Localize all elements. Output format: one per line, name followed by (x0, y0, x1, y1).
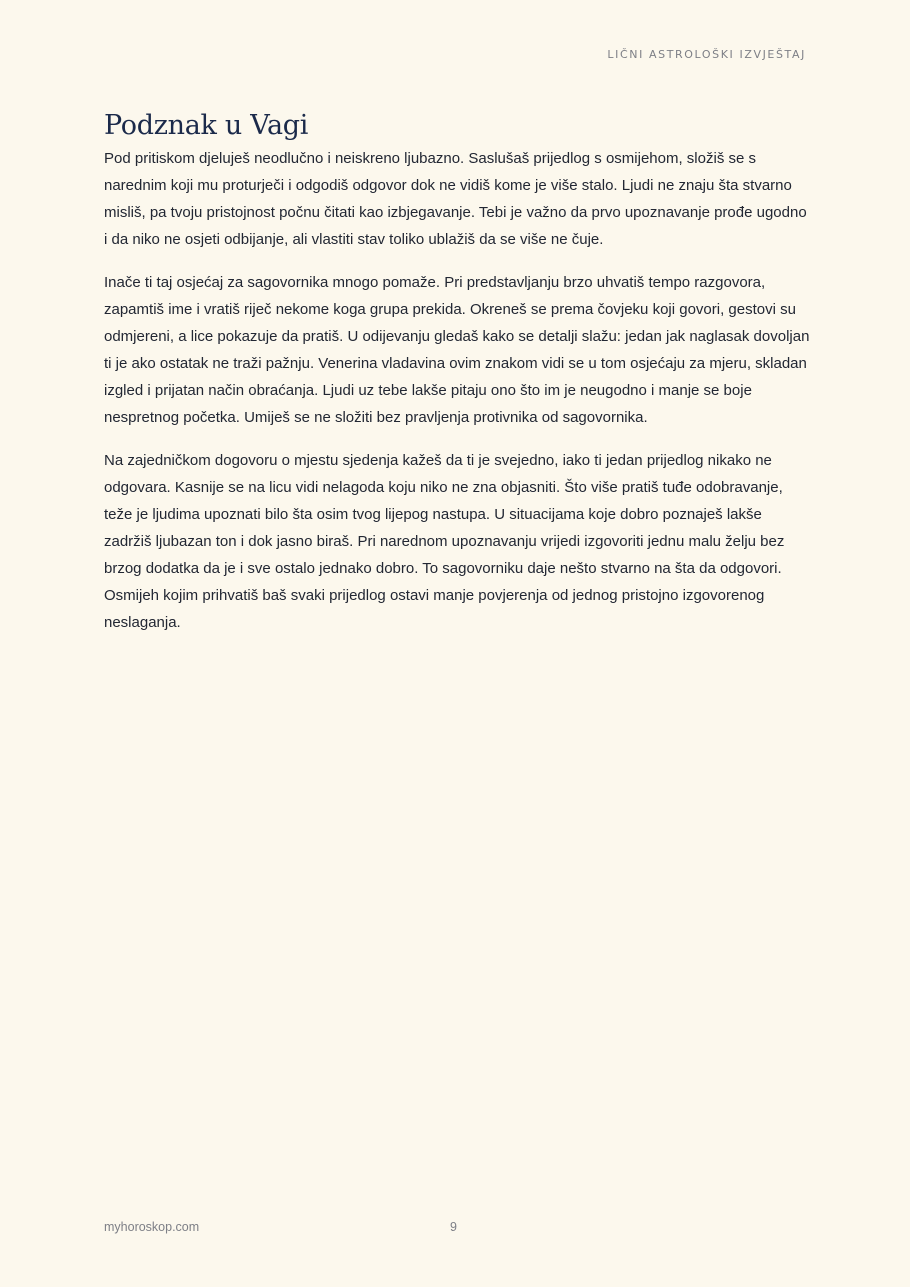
page-content (104, 110, 810, 652)
paragraph: Na zajedničkom dogovoru o mjestu sjedenja kažeš da ti je svejedno, iako ti jedan prijedlog nikako ne odgovara. Kasnije se na licu vidi nelagoda koju niko ne zna objasniti. Što više pratiš tuđe odobravanje, teže je ljudima upoznati bilo šta osim tvog lijepog nastupa. U situacijama koje dobro poznaješ lakše zadržiš ljubazan ton i dok jasno biraš. Pri narednom upoznavanju vrijedi izgovoriti jednu malu želju bez brzog dodatka da je i sve ostalo jednako dobro. To sagovorniku daje nešto stvarno na šta da odgovori. Osmijeh kojim prihvatiš baš svaki prijedlog ostavi manje povjerenja od jednog pristojno izgovorenog neslaganja. (104, 452, 785, 631)
running-header: LIČNI ASTROLOŠKI IZVJEŠTAJ (607, 48, 806, 61)
footer-site: myhoroskop.com (104, 1220, 200, 1234)
paragraph: Pod pritiskom djeluješ neodlučno i neiskreno ljubazno. Saslušaš prijedlog s osmijehom, složiš se s narednim koji mu proturječi i odgodiš odgovor dok ne vidiš kome je više stalo. Ljudi ne znaju šta stvarno misliš, pa tvoju pristojnost počnu čitati kao izbjegavanje. Tebi je važno da prvo upoznavanje prođe ugodno i da niko ne osjeti odbijanje, ali vlastiti stav toliko ublažiš da se više ne čuje. (104, 150, 807, 248)
paragraph: Inače ti taj osjećaj za sagovornika mnogo pomaže. Pri predstavljanju brzo uhvatiš tempo razgovora, zapamtiš ime i vratiš riječ nekome koga grupa prekida. Okreneš se prema čovjeku koji govori, gestovi su odmjereni, a lice pokazuje da pratiš. U odijevanju gledaš kako se detalji slažu: jedan jak naglasak dovoljan ti je ako ostatak ne traži pažnju. Venerina vladavina ovim znakom vidi se u tom osjećaju za mjeru, skladan izgled i prijatan način obraćanja. Ljudi uz tebe lakše pitaju ono što im je neugodno i manje se boje nespretnog početka. Umiješ se ne složiti bez pravljenja protivnika od sagovornika. (104, 274, 810, 426)
page-number: 9 (450, 1220, 457, 1234)
section-title: Podznak u Vagi (104, 110, 309, 141)
